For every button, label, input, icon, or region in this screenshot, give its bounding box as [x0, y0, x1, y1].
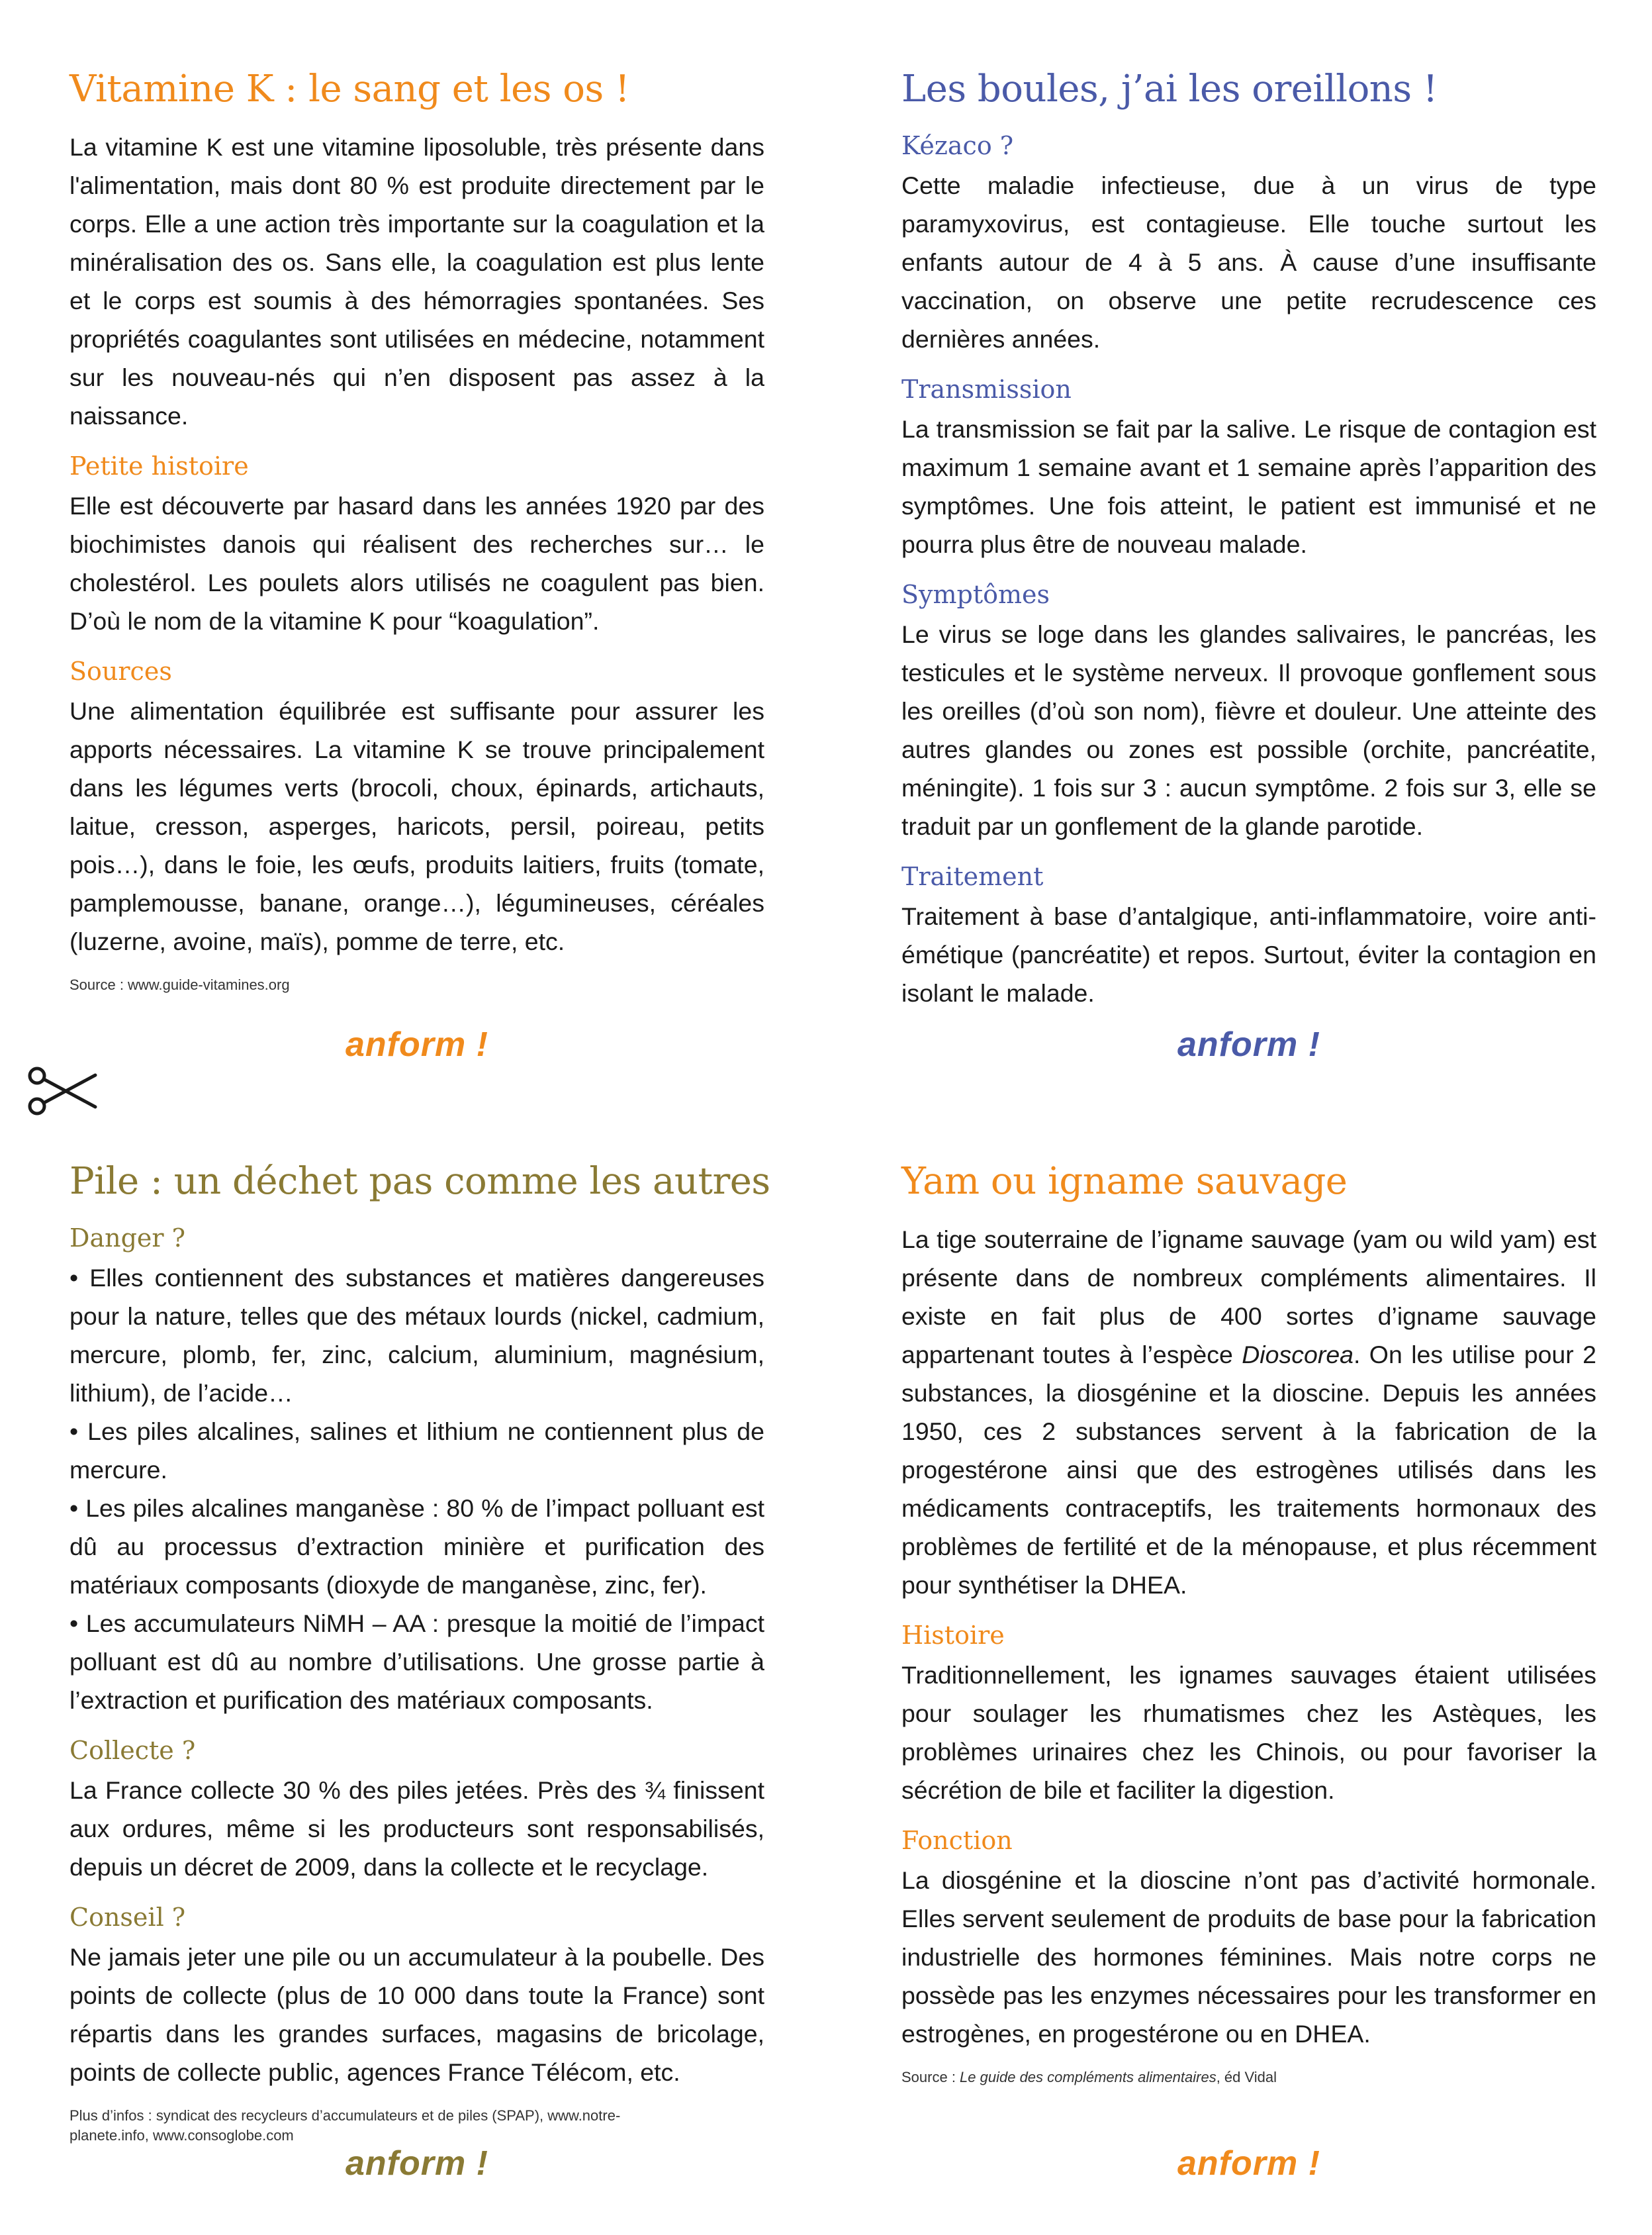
section-heading: Petite histoire — [69, 452, 249, 481]
intro-text: . On les utilise pour 2 substances, la diosgénine et la dioscine. Depuis les années 1950, ces 2 substances servent à la fabrication de la progestérone ainsi que des estrogènes utilisés dans les médicaments contraceptifs, les traitements hormonaux des problèmes de fertilité et de la ménopause, et plus récemment pour synthétiser la DHEA. — [901, 1341, 1596, 1599]
card-vitamine-k — [69, 63, 764, 995]
section-text: Cette maladie infectieuse, due à un virus de type paramyxovirus, est contagieuse. Elle touche surtout les enfants autour de 4 à 5 ans. À cause d’une insuffisante vaccination, on observe une petite recrudescence ces dernières années. — [901, 171, 1596, 353]
section-heading: Conseil ? — [69, 1903, 186, 1932]
section-text: Traditionnellement, les ignames sauvages étaient utilisées pour soulager les rhumatismes chez les Astèques, les problèmes urinaires chez les Chinois, ou pour favoriser la sécrétion de bile et faciliter la digestion. — [901, 1661, 1596, 1804]
card-title: Pile : un déchet pas comme les autres — [69, 1160, 770, 1203]
source-title: Le guide des compléments alimentaires — [960, 2069, 1216, 2085]
card-intro — [901, 1220, 1596, 1604]
card-title: Les boules, j’ai les oreillons ! — [901, 68, 1438, 111]
section-text: Elle est découverte par hasard dans les années 1920 par des biochimistes danois qui réalisent des recherches sur… le cholestérol. Les poulets alors utilisés ne coagulent pas bien. D’où le nom de la vitamine K pour “koagulation”. — [69, 492, 764, 635]
bullet-item: • Les piles alcalines manganèse : 80 % de l’impact polluant est dû au processus d’extraction minière et purification des matériaux composants (dioxyde de manganèse, zinc, fer). — [69, 1494, 764, 1599]
section-text: Une alimentation équilibrée est suffisante pour assurer les apports nécessaires. La vitamine K se trouve principalement dans les légumes verts (brocoli, choux, épinards, artichauts, laitue, cresson, asperges, haricots, persil, poireau, petits pois…), dans le foie, les œufs, produits laitiers, fruits (tomate, pamplemousse, banane, orange…), légumineuses, céréales (luzerne, avoine, maïs), pomme de terre, etc. — [69, 697, 764, 955]
card-title: Vitamine K : le sang et les os ! — [69, 68, 630, 111]
source-note — [901, 2068, 1596, 2087]
bullet-item: • Les piles alcalines, salines et lithium ne contiennent plus de mercure. — [69, 1417, 764, 1484]
section-heading: Traitement — [901, 862, 1044, 891]
section-text: Traitement à base d’antalgique, anti-inflammatoire, voire anti-émétique (pancréatite) et repos. Surtout, éviter la contagion en isolant le malade. — [901, 902, 1596, 1007]
card-yam — [901, 1155, 1596, 2087]
section-text: Ne jamais jeter une pile ou un accumulateur à la poubelle. Des points de collecte (plus de 10 000 dans toute la France) sont répartis dans les grandes surfaces, magasins de bricolage, points de collecte public, agences France Télécom, etc. — [69, 1943, 764, 2086]
section-heading: Symptômes — [901, 580, 1050, 609]
section-heading: Sources — [69, 657, 172, 686]
section-heading: Histoire — [901, 1621, 1005, 1650]
anform-logo: anform ! — [1177, 2144, 1320, 2183]
card-oreillons — [901, 63, 1596, 1012]
section-text: La transmission se fait par la salive. Le risque de contagion est maximum 1 semaine avant et 1 semaine après l’apparition des symptômes. Une fois atteint, le patient est immunisé et ne pourra plus être de nouveau malade. — [901, 415, 1596, 558]
source-note: Source : www.guide-vitamines.org — [69, 976, 290, 993]
section-heading: Fonction — [901, 1826, 1013, 1855]
source-text: , éd Vidal — [1216, 2069, 1277, 2085]
section-heading: Collecte ? — [69, 1736, 196, 1765]
bullet-item: • Les accumulateurs NiMH – AA : presque la moitié de l’impact polluant est dû au nombre d’utilisations. Une grosse partie à l’extraction et purification des matériaux composants. — [69, 1609, 764, 1714]
anform-logo: anform ! — [1177, 1025, 1320, 1064]
card-intro: La vitamine K est une vitamine liposoluble, très présente dans l'alimentation, mais dont 80 % est produite directement par le corps. Elle a une action très importante sur la coagulation et la minéralisation des os. Sans elle, la coagulation est plus lente et le corps est soumis à des hémorragies spontanées. Ses propriétés coagulantes sont utilisées en médecine, notamment sur les nouveau-nés qui n’en disposent pas assez à la naissance. — [69, 133, 764, 430]
section-heading: Transmission — [901, 375, 1072, 404]
section-text: Le virus se loge dans les glandes salivaires, le pancréas, les testicules et le système nerveux. Il provoque gonflement sous les oreilles (d’où son nom), fièvre et douleur. Une atteinte des autres glandes ou zones est possible (orchite, pancréatite, méningite). 1 fois sur 3 : aucun symptôme. 2 fois sur 3, elle se traduit par un gonflement de la glande parotide. — [901, 620, 1596, 840]
source-text: Source : — [901, 2069, 960, 2085]
bullet-item: • Elles contiennent des substances et matières dangereuses pour la nature, telles que des métaux lourds (nickel, cadmium, mercure, plomb, fer, zinc, calcium, aluminium, magnésium, lithium), de l’acide… — [69, 1264, 764, 1407]
source-note: Plus d’infos : syndicat des recycleurs d’accumulateurs et de piles (SPAP), www.notre-planete.info, www.consoglobe.com — [69, 2107, 621, 2144]
anform-logo: anform ! — [345, 2144, 488, 2183]
card-title: Yam ou igname sauvage — [901, 1160, 1348, 1203]
section-text: La diosgénine et la dioscine n’ont pas d’activité hormonale. Elles servent seulement de produits de base pour la fabrication industrielle des hormones féminines. Mais notre corps ne possède pas les enzymes nécessaires pour les transformer en estrogènes, en progestérone ou en DHEA. — [901, 1866, 1596, 2048]
intro-text: La tige souterraine de l’igname sauvage (yam ou wild yam) est présente dans de nombreux compléments alimentaires. Il existe en fait plus de 400 sortes d’igname sauvage appartenant toutes à l’espèce — [901, 1225, 1596, 1368]
section-heading: Kézaco ? — [901, 131, 1014, 160]
section-heading: Danger ? — [69, 1223, 186, 1253]
intro-species: Dioscorea — [1242, 1341, 1354, 1368]
scissors-icon — [26, 1065, 99, 1118]
anform-logo: anform ! — [345, 1025, 488, 1064]
card-pile — [69, 1155, 770, 2146]
section-text: La France collecte 30 % des piles jetées. Près des ¾ finissent aux ordures, même si les producteurs sont responsabilisés, depuis un décret de 2009, dans la collecte et le recyclage. — [69, 1776, 764, 1881]
